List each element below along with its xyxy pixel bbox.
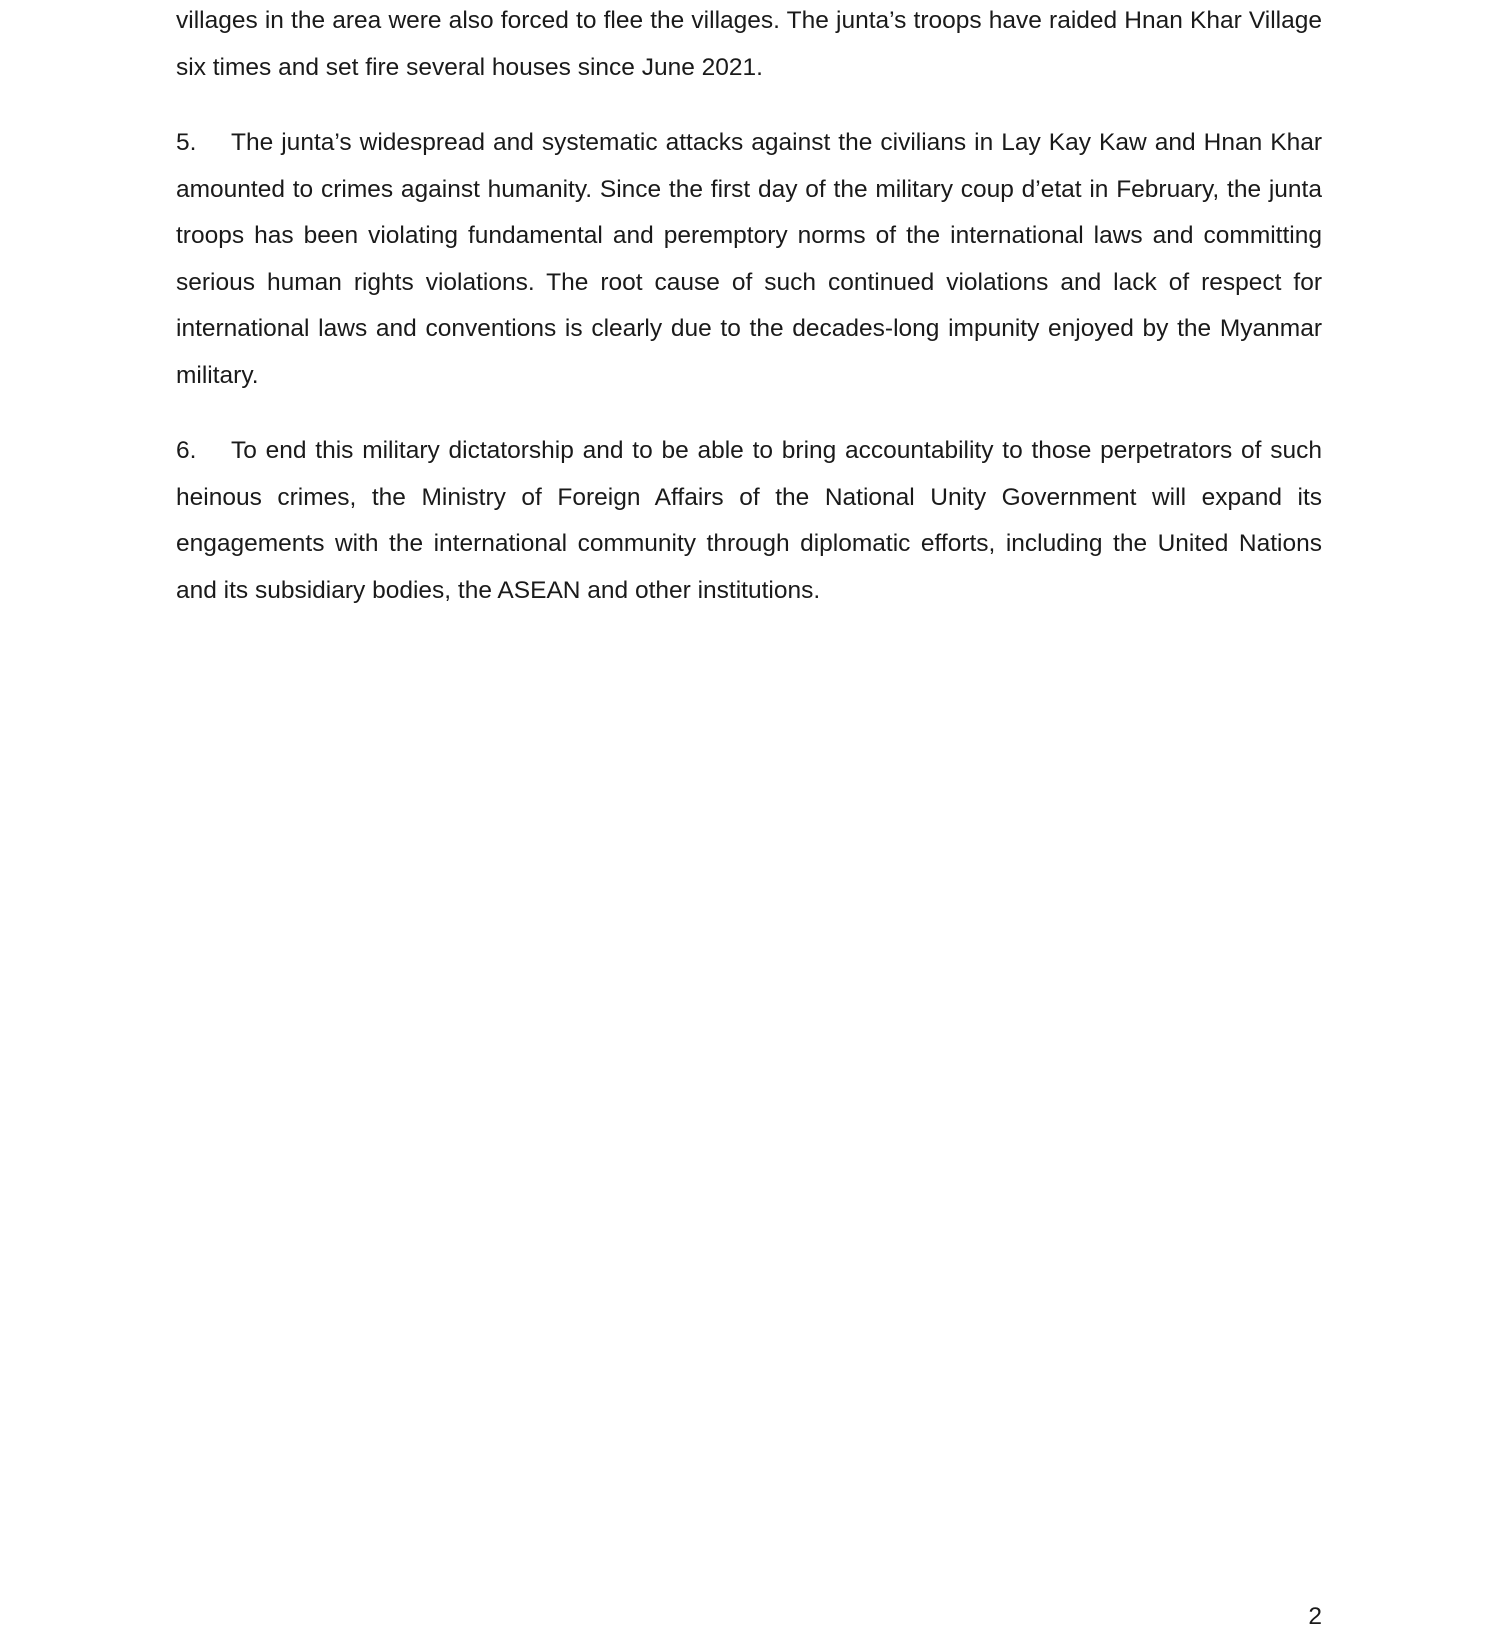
- paragraph-5: [176, 120, 1322, 399]
- paragraph-text: The junta’s widespread and systematic attacks against the civilians in Lay Kay Kaw and Hnan Khar amounted to crimes against humanity. Since the first day of the military coup d’etat in February, the junta troops has been violating fundamental and peremptory norms of the international laws and committing serious human rights violations. The root cause of such continued violations and lack of respect for international laws and conventions is clearly due to the decades-long impunity enjoyed by the Myanmar military.: [176, 129, 1322, 389]
- paragraph-number: 5.: [176, 129, 197, 156]
- continued-paragraph: villages in the area were also forced to flee the villages. The junta’s troops have raided Hnan Khar Village six times and set fire several houses since June 2021.: [176, 7, 1322, 81]
- paragraph-number: 6.: [176, 437, 197, 464]
- paragraph-text: To end this military dictatorship and to be able to bring accountability to those perpetrators of such heinous crimes, the Ministry of Foreign Affairs of the National Unity Government will expand its engagements with the international community through diplomatic efforts, including the United Nations and its subsidiary bodies, the ASEAN and other institutions.: [176, 437, 1322, 604]
- page-number: 2: [1308, 1603, 1322, 1630]
- paragraph-6: [176, 428, 1322, 614]
